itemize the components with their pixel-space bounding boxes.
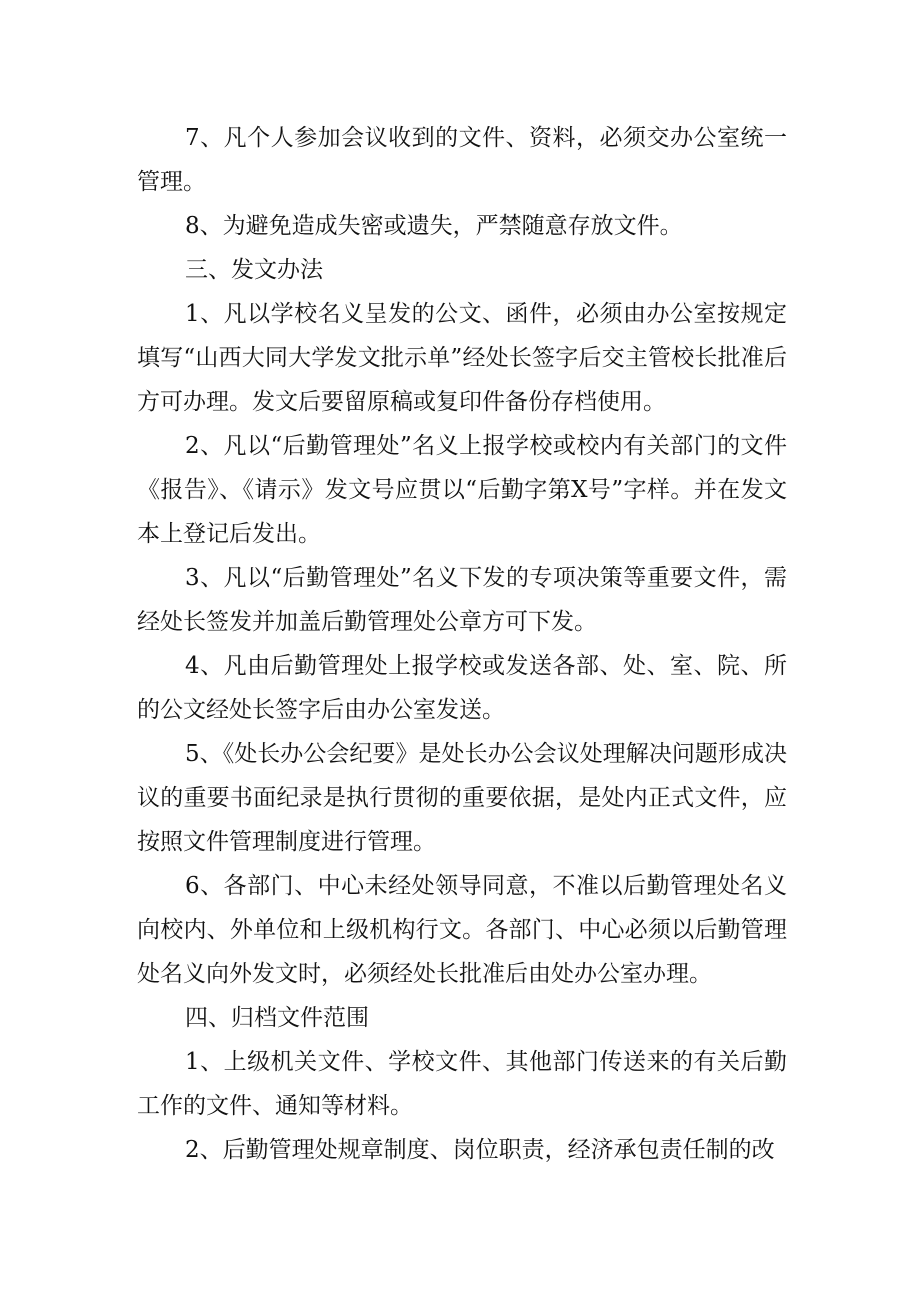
paragraph-issuing-1: 1、凡以学校名义呈发的公文、函件，必须由办公室按规定填写“山西大同大学发文批示单”经处长签字后交主管校长批准后方可办理。发文后要留原稿或复印件备份存档使用。 — [137, 301, 787, 415]
section-heading-issuing: 三、发文办法 — [185, 257, 323, 283]
paragraph-issuing-2: 2、凡以“后勤管理处”名义上报学校或校内有关部门的文件《报告》、《请示》发文号应贯以“后勤字第X号”字样。并在发文本上登记后发出。 — [137, 433, 787, 547]
paragraph-issuing-6: 6、各部门、中心未经处领导同意，不准以后勤管理处名义向校内、外单位和上级机构行文。各部门、中心必须以后勤管理处名义向外发文时，必须经处长批准后由处办公室办理。 — [137, 873, 787, 987]
paragraph-issuing-5: 5、《处长办公会纪要》是处长办公会议处理解决问题形成决议的重要书面纪录是执行贯彻的重要依据，是处内正式文件，应按照文件管理制度进行管理。 — [137, 741, 787, 855]
paragraph-issuing-4: 4、凡由后勤管理处上报学校或发送各部、处、室、院、所的公文经处长签字后由办公室发送。 — [137, 653, 787, 723]
document-body — [137, 116, 787, 1172]
section-heading-archive-scope: 四、归档文件范围 — [185, 1005, 369, 1031]
paragraph-archive-2: 2、后勤管理处规章制度、岗位职责，经济承包责任制的改 — [185, 1137, 775, 1163]
paragraph-item-7: 7、凡个人参加会议收到的文件、资料，必须交办公室统一管理。 — [137, 125, 787, 195]
paragraph-item-8: 8、为避免造成失密或遗失，严禁随意存放文件。 — [185, 213, 683, 239]
paragraph-issuing-3: 3、凡以“后勤管理处”名义下发的专项决策等重要文件，需经处长签发并加盖后勤管理处公章方可下发。 — [137, 565, 787, 635]
paragraph-archive-1: 1、上级机关文件、学校文件、其他部门传送来的有关后勤工作的文件、通知等材料。 — [137, 1049, 787, 1119]
